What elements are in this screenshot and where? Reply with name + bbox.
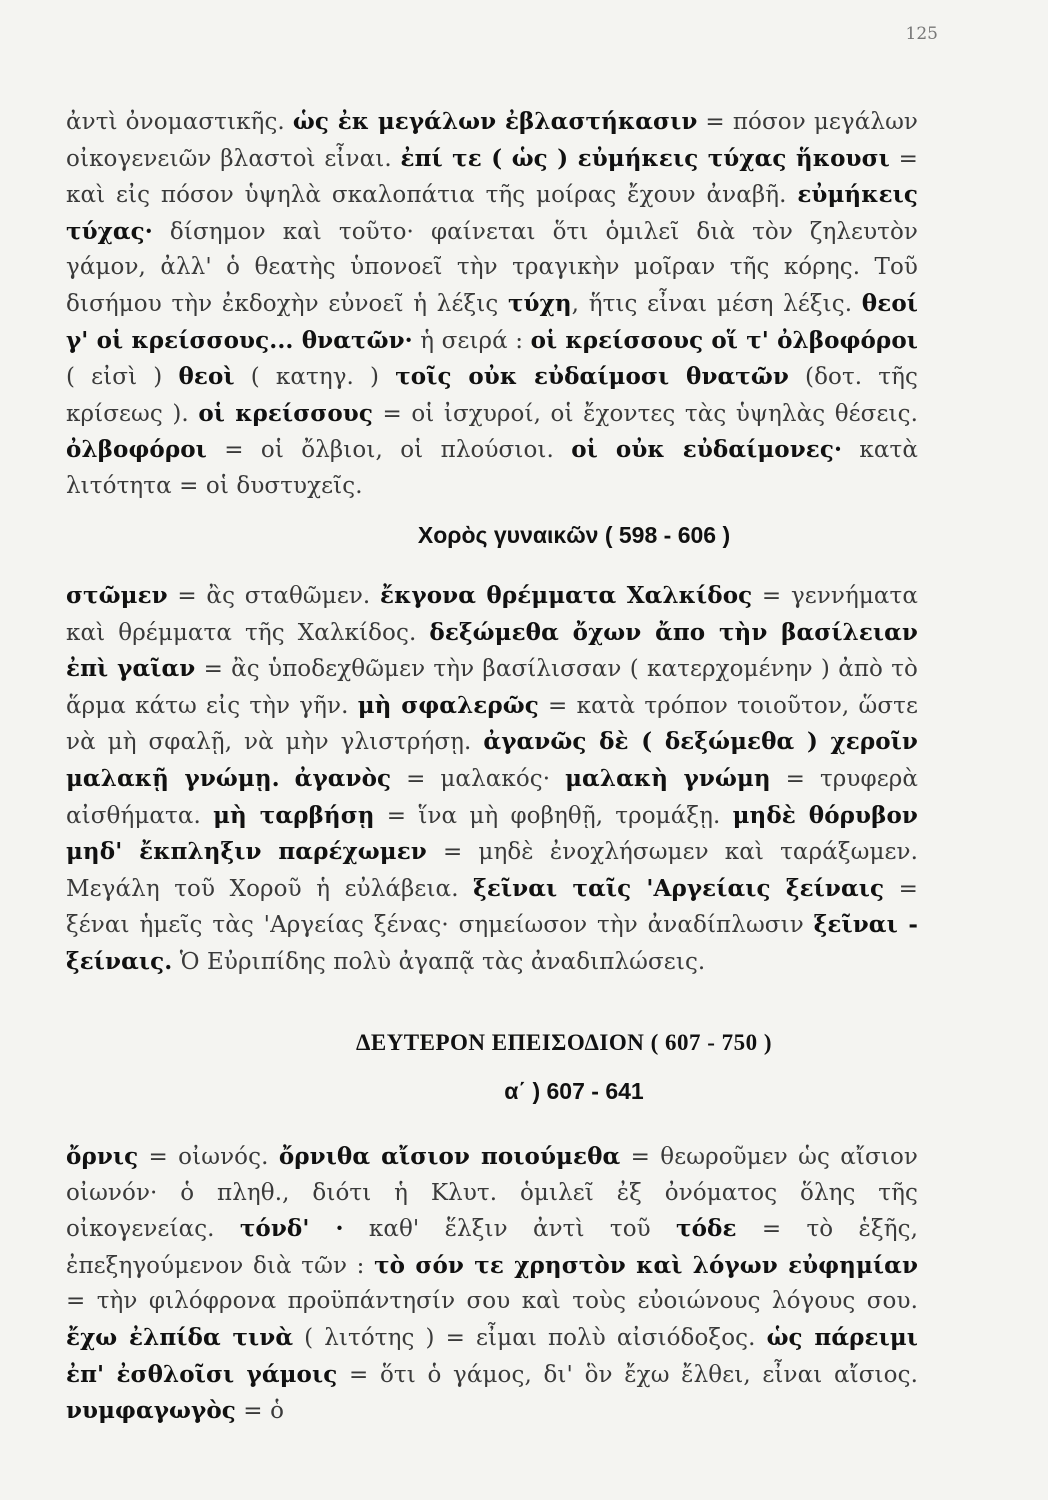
lemma: ὡς πάρειμι ἐπ' ἐσθλοῖσι γάμοις bbox=[66, 1323, 918, 1388]
lemma: θεοὶ bbox=[178, 363, 235, 391]
subsection-heading-alpha: α΄ ) 607 - 641 bbox=[504, 1078, 644, 1104]
lemma: ἔχω ἐλπίδα τινὰ bbox=[66, 1323, 294, 1351]
lemma: οἱ κρείσσους οἵ τ' ὀλβοφόροι bbox=[530, 326, 918, 354]
lemma: μαλακὴ γνώμη bbox=[565, 764, 771, 792]
lemma: ἀγανῶς δὲ ( δεξώμεθα ) χεροῖν μαλακῇ γνώμῃ. bbox=[66, 728, 918, 792]
lemma: ὀλβοφόροι bbox=[66, 436, 207, 464]
lemma: οἱ κρείσσους bbox=[198, 399, 373, 427]
lemma: τύχη bbox=[507, 289, 572, 317]
lemma: ὄρνις bbox=[66, 1143, 139, 1170]
lemma: οἱ οὐκ εὐδαίμονες· bbox=[571, 436, 843, 464]
lemma: ἀγανὸς bbox=[294, 764, 392, 792]
lemma: νυμφαγωγὸς bbox=[66, 1397, 236, 1425]
lemma: μηδὲ θόρυβον μηδ' ἔκπληξιν παρέχωμεν bbox=[66, 801, 918, 866]
commentary-paragraph-3: ὄρνις = οἰωνός. ὄρνιθα αἴσιον ποιούμεθα = θεωροῦμεν ὡς αἴσιον οἰωνόν· ὁ πληθ., διότι ἡ Κλυτ. ὁμιλεῖ ἐξ ὀνόματος ὅλης τῆς οἰκογενείας. τόνδ' · καθ' ἕλξιν ἀντὶ τοῦ τόδε = τὸ ἑξῆς, ἐπεξηγούμενον διὰ τῶν : τὸ σόν τε χρηστὸν καὶ λόγων εὐφημίαν = τὴν φιλόφρονα προϋπάντησίν σου καὶ τοὺς εὐοιώνους λόγους σου. ἔχω ἐλπίδα τινὰ ( λιτότης ) = εἶμαι πολὺ αἰσιόδοξος. ὡς πάρειμι ἐπ' ἐσθλοῖσι γάμοις = ὅτι ὁ γάμος, δι' ὃν ἔχω ἔλθει, εἶναι αἴσιος. νυμφαγωγὸς = ὁ bbox=[66, 1143, 918, 1425]
lemma: ξεῖναι ταῖς 'Αργείαις ξείναις bbox=[473, 874, 885, 902]
lemma: εὐμήκεις τύχας· bbox=[66, 181, 918, 245]
lemma: ἐπί τε ( ὡς ) εὐμήκεις τύχας ἥκουσι bbox=[400, 144, 890, 172]
section-heading-choros: Χορὸς γυναικῶν ( 598 - 606 ) bbox=[417, 522, 731, 548]
lemma: τόνδ' · bbox=[239, 1215, 344, 1243]
page-number: 125 bbox=[905, 24, 938, 44]
lemma: ὄρνιθα αἴσιον ποιούμεθα bbox=[278, 1143, 621, 1170]
lemma: μὴ σφαλερῶς bbox=[357, 691, 539, 719]
lemma: τοῖς οὐκ εὐδαίμοσι θνατῶν bbox=[395, 363, 789, 391]
section-heading-episodion: ΔΕΥΤΕΡΟΝ ΕΠΕΙΣΟΔΙΟΝ ( 607 - 750 ) bbox=[355, 1030, 773, 1055]
lemma: τὸ σόν τε χρηστὸν καὶ λόγων εὐφημίαν bbox=[374, 1251, 918, 1279]
commentary-paragraph-1: ἀντὶ ὀνομαστικῆς. ὡς ἐκ μεγάλων ἐβλαστήκασιν = πόσον μεγάλων οἰκογενειῶν βλαστοὶ εἶναι. ἐπί τε ( ὡς ) εὐμήκεις τύχας ἥκουσι = καὶ εἰς πόσον ὑψηλὰ σκαλοπάτια τῆς μοίρας ἔχουν ἀναβῆ. εὐμήκεις τύχας· δίσημον καὶ τοῦτο· φαίνεται ὅτι ὁμιλεῖ διὰ τὸν ζηλευτὸν γάμον, ἀλλ' ὁ θεατὴς ὑπονοεῖ τὴν τραγικὴν μοῖραν τῆς κόρης. Τοῦ δισήμου τὴν ἐκδοχὴν εὐνοεῖ ἡ λέξις τύχη, ἥτις εἶναι μέση λέξις. θεοί γ' οἱ κρείσσους... θνατῶν· ἡ σειρά : οἱ κρείσσους οἵ τ' ὀλβοφόροι ( εἰσὶ ) θεοὶ ( κατηγ. ) τοῖς οὐκ εὐδαίμοσι θνατῶν (δοτ. τῆς κρίσεως ). οἱ κρείσσους = οἱ ἰσχυροί, οἱ ἔχοντες τὰς ὑψηλὰς θέσεις. ὀλβοφόροι = οἱ ὄλβιοι, οἱ πλούσιοι. οἱ οὐκ εὐδαίμονες· κατὰ λιτότητα = οἱ δυστυχεῖς. bbox=[66, 108, 919, 499]
lemma: ὡς ἐκ μεγάλων ἐβλαστήκασιν bbox=[292, 108, 698, 135]
lemma: δεξώμεθα ὄχων ἄπο τὴν βασίλειαν ἐπὶ γαῖαν bbox=[66, 618, 918, 683]
lemma: στῶμεν bbox=[66, 582, 168, 609]
lemma: θεοί γ' οἱ κρείσσους... θνατῶν· bbox=[66, 289, 918, 354]
lemma: ἔκγονα θρέμματα Χαλκίδος bbox=[380, 582, 753, 609]
commentary-paragraph-2: στῶμεν = ἂς σταθῶμεν. ἔκγονα θρέμματα Χαλκίδος = γεννήματα καὶ θρέμματα τῆς Χαλκίδος. δεξώμεθα ὄχων ἄπο τὴν βασίλειαν ἐπὶ γαῖαν = ἂς ὑποδεχθῶμεν τὴν βασίλισσαν ( κατερχομένην ) ἀπὸ τὸ ἅρμα κάτω εἰς τὴν γῆν. μὴ σφαλερῶς = κατὰ τρόπον τοιοῦτον, ὥστε νὰ μὴ σφαλῇ, νὰ μὴν γλιστρήσῃ. ἀγανῶς δὲ ( δεξώμεθα ) χεροῖν μαλακῇ γνώμῃ. ἀγανὸς = μαλακός· μαλακὴ γνώμη = τρυφερὰ αἰσθήματα. μὴ ταρβήσῃ = ἵνα μὴ φοβηθῇ, τρομάξῃ. μηδὲ θόρυβον μηδ' ἔκπληξιν παρέχωμεν = μηδὲ ἐνοχλήσωμεν καὶ ταράξωμεν. Μεγάλη τοῦ Χοροῦ ἡ εὐλάβεια. ξεῖναι ταῖς 'Αργείαις ξείναις = ξέναι ἡμεῖς τὰς 'Αργείας ξένας· σημείωσον τὴν ἀναδίπλωσιν ξεῖναι - ξείναις. Ὁ Εὐριπίδης πολὺ ἀγαπᾷ τὰς ἀναδιπλώσεις. bbox=[66, 582, 919, 975]
lemma: τόδε bbox=[676, 1215, 737, 1243]
lemma: ξεῖναι - ξείναις. bbox=[66, 911, 918, 975]
lemma: μὴ ταρβήσῃ bbox=[213, 801, 375, 829]
